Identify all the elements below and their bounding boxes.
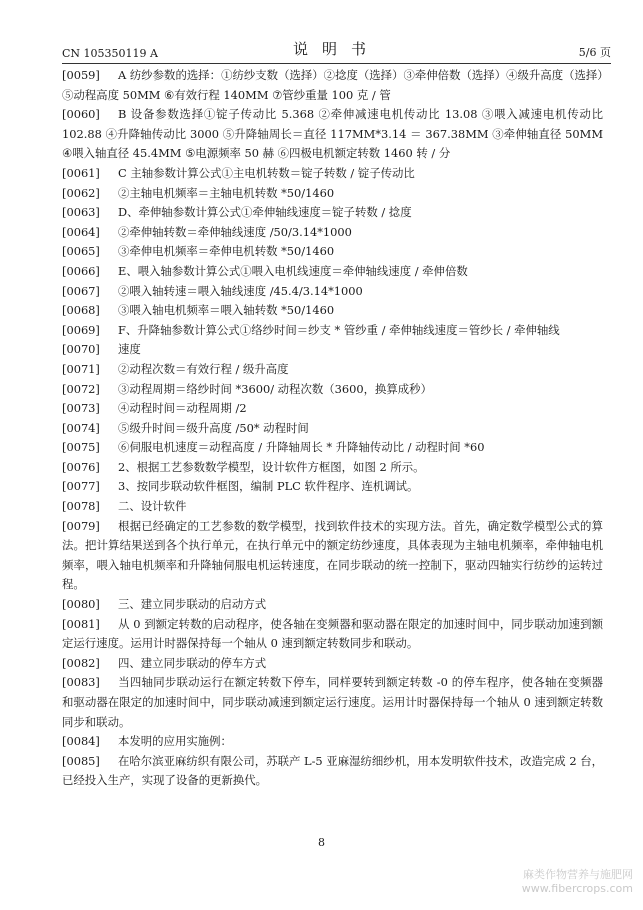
paragraph-number: [0070] [62, 342, 100, 357]
paragraph [62, 458, 603, 478]
document-body [62, 66, 603, 791]
paragraph-text: F、升降轴参数计算公式①络纱时间＝纱支 * 管纱重 / 牵伸轴线速度＝管纱长 / 牵伸轴线 [118, 322, 560, 337]
paragraph-number: [0082] [62, 655, 100, 670]
watermark-site-name: 麻类作物营养与施肥网 [523, 868, 633, 881]
paragraph-number: [0068] [62, 303, 100, 318]
paragraph-number: [0080] [62, 597, 100, 612]
paragraph [62, 66, 603, 105]
paragraph [62, 732, 603, 752]
paragraph-number: [0071] [62, 361, 100, 376]
paragraph-text: ③动程周期＝络纱时间 *3600/ 动程次数（3600，换算成秒） [118, 381, 432, 396]
paragraph-text: E、喂入轴参数计算公式①喂入电机线速度＝牵伸轴线速度 / 牵伸倍数 [118, 263, 468, 278]
watermark-url: www.fibercrops.com [521, 882, 633, 895]
paragraph-number: [0062] [62, 185, 100, 200]
paragraph [62, 242, 603, 262]
paragraph-text: 2、根据工艺参数数学模型，设计软件方框图，如图 2 所示。 [118, 459, 425, 474]
paragraph-number: [0072] [62, 381, 100, 396]
paragraph-number: [0061] [62, 165, 100, 180]
paragraph-text: 二、设计软件 [118, 499, 187, 514]
paragraph-text: D、牵伸轴参数计算公式①牵伸轴线速度＝锭子转数 / 捻度 [118, 205, 412, 220]
paragraph [62, 752, 603, 791]
paragraph [62, 164, 603, 184]
paragraph [62, 477, 603, 497]
paragraph-text: A 纺纱参数的选择：①纺纱支数（选择）②捻度（选择）③牵伸倍数（选择）④级升高度（选择）⑤动程高度 50MM ⑥有效行程 140MM ⑦管纱重量 100 克 / 管 [62, 68, 603, 102]
paragraph-text: 从 0 到额定转数的启动程序，使各轴在变频器和驱动器在限定的加速时间中，同步联动加速到额定运行速度。运用计时器保持每一个轴从 0 速到额定转数同步和联动。 [62, 616, 603, 651]
paragraph [62, 380, 603, 400]
paragraph-number: [0073] [62, 401, 100, 416]
paragraph-text: ②动程次数＝有效行程 / 级升高度 [118, 361, 289, 376]
paragraph-text: ②主轴电机频率＝主轴电机转数 *50/1460 [118, 185, 335, 200]
paragraph-text: 三、建立同步联动的启动方式 [118, 597, 267, 612]
paragraph [62, 517, 603, 595]
paragraph-text: ②牵伸轴转数＝牵伸轴线速度 /50/3.14*1000 [118, 224, 352, 239]
paragraph [62, 321, 603, 341]
paragraph-number: [0079] [62, 518, 100, 533]
paragraph-number: [0066] [62, 263, 100, 278]
paragraph [62, 419, 603, 439]
paragraph [62, 340, 603, 360]
paragraph-number: [0065] [62, 244, 100, 259]
paragraph [62, 301, 603, 321]
paragraph-number: [0083] [62, 675, 100, 690]
paragraph-text: 当四轴同步联动运行在额定转数下停车，同样要转到额定转数 -0 的停车程序，使各轴在变频器和驱动器在限定的加速时间中，同步联动减速到额定运行速度。运用计时器保持每一个轴从 0 速到额定转数同步和联动。 [62, 675, 603, 729]
paragraph [62, 360, 603, 380]
paragraph-number: [0084] [62, 734, 100, 749]
paragraph [62, 282, 603, 302]
paragraph-text: 在哈尔滨亚麻纺织有限公司，苏联产 L-5 亚麻湿纺细纱机，用本发明软件技术，改造完成 2 台，已经投入生产，实现了设备的更新换代。 [62, 753, 603, 788]
paragraph-text: ③牵伸电机频率＝牵伸电机转数 *50/1460 [118, 244, 335, 259]
header-divider [62, 63, 611, 64]
paragraph [62, 497, 603, 517]
paragraph-number: [0060] [62, 107, 100, 122]
paragraph [62, 615, 603, 654]
paragraph-text: C 主轴参数计算公式①主电机转数＝锭子转数 / 锭子传动比 [118, 165, 415, 180]
paragraph-text: ③喂入轴电机频率＝喂入轴转数 *50/1460 [118, 303, 335, 318]
paragraph [62, 399, 603, 419]
paragraph-text: ②喂入轴转速＝喂入轴线速度 /45.4/3.14*1000 [118, 283, 363, 298]
paragraph-number: [0076] [62, 459, 100, 474]
paragraph [62, 105, 603, 164]
paragraph [62, 223, 603, 243]
paragraph-number: [0064] [62, 224, 100, 239]
paragraph-number: [0075] [62, 440, 100, 455]
paragraph [62, 654, 603, 674]
paragraph [62, 438, 603, 458]
document-number: CN 105350119 A [62, 47, 158, 60]
paragraph-text: ⑤级升时间＝级升高度 /50* 动程时间 [118, 420, 309, 435]
paragraph [62, 203, 603, 223]
paragraph-text: B 设备参数选择①锭子传动比 5.368 ②牵伸减速电机传动比 13.08 ③喂入减速电机传动比 102.88 ④升降轴传动比 3000 ⑤升降轴周长＝直径 117MM*3.14 ＝ 367.38MM ③牵伸轴直径 50MM ④喂入轴直径 45.4MM ⑤电源频率 50 赫 ⑥四极电机额定转数 1460 转 / 分 [62, 107, 603, 161]
page-number: 8 [318, 836, 325, 849]
paragraph-text: 本发明的应用实施例： [118, 734, 232, 749]
paragraph-text: 3、按同步联动软件框图，编制 PLC 软件程序、连机调试。 [118, 479, 419, 494]
paragraph-number: [0059] [62, 68, 100, 82]
paragraph [62, 673, 603, 732]
page-reference: 5/6 页 [578, 46, 611, 59]
paragraph-number: [0085] [62, 753, 100, 768]
paragraph [62, 595, 603, 615]
paragraph-text: ⑥伺服电机速度＝动程高度 / 升降轴周长 * 升降轴传动比 / 动程时间 *60 [118, 440, 485, 455]
paragraph-number: [0067] [62, 283, 100, 298]
page-header [62, 40, 611, 60]
paragraph [62, 184, 603, 204]
paragraph-text: 速度 [118, 342, 141, 357]
paragraph-number: [0078] [62, 499, 100, 514]
paragraph-number: [0063] [62, 205, 100, 220]
document-title: 说明书 [292, 40, 380, 58]
paragraph-number: [0081] [62, 616, 100, 631]
paragraph-text: 根据已经确定的工艺参数的数学模型，找到软件技术的实现方法。首先，确定数学模型公式的算法。把计算结果送到各个执行单元，在执行单元中的额定纺纱速度，具体表现为主轴电机频率，牵伸轴电机频率，喂入轴电机频率和升降轴伺服电机运转速度，在同步联动的统一控制下，驱动四轴实行纺纱的运转过程。 [62, 518, 603, 592]
paragraph-number: [0077] [62, 479, 100, 494]
paragraph-number: [0069] [62, 322, 100, 337]
paragraph [62, 262, 603, 282]
paragraph-text: 四、建立同步联动的停车方式 [118, 655, 267, 670]
paragraph-number: [0074] [62, 420, 100, 435]
paragraph-text: ④动程时间＝动程周期 /2 [118, 401, 247, 416]
watermark [522, 868, 633, 896]
